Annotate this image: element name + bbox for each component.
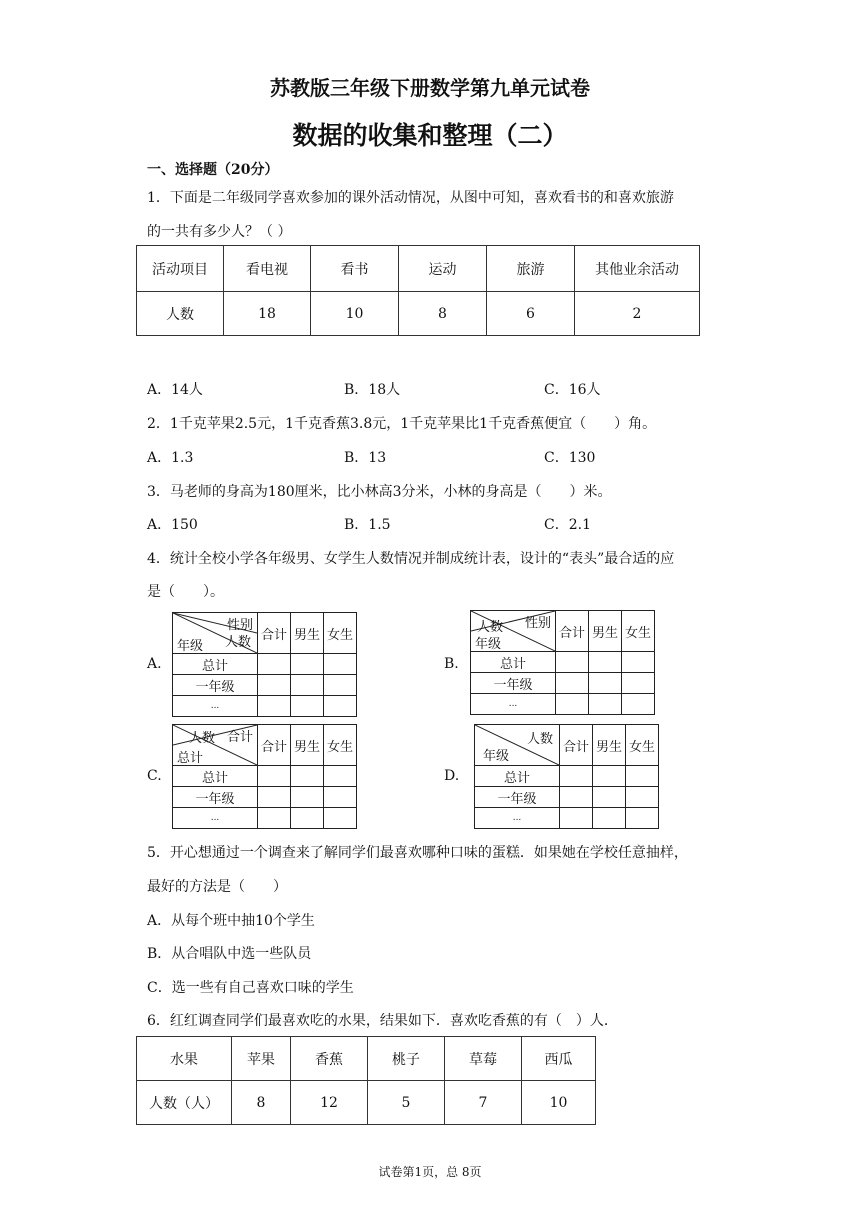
q5-text-line2: 最好的方法是（ ）: [147, 879, 287, 895]
col-header: 合计: [258, 613, 291, 654]
row-label: ...: [475, 808, 560, 829]
col-header: 女生: [324, 725, 357, 766]
q4-option-b-label[interactable]: B.: [444, 656, 459, 672]
col-header: 女生: [324, 613, 357, 654]
table-cell: 10: [522, 1081, 596, 1125]
table-header-cell: 西瓜: [522, 1037, 596, 1081]
q3-text: 3．马老师的身高为180厘米，比小林高3分米，小林的身高是（ ）米。: [147, 484, 612, 500]
row-label: ...: [173, 696, 258, 717]
q2-text: 2．1千克苹果2.5元，1千克香蕉3.8元，1千克苹果比1千克香蕉便宜（ ）角。: [147, 416, 657, 432]
row-label: ...: [471, 694, 556, 715]
table-cell: 7: [445, 1081, 522, 1125]
col-header: 女生: [622, 611, 655, 652]
q4-option-a-table[interactable]: [172, 612, 357, 717]
diagonal-header-cell: [475, 725, 560, 766]
table-header-cell: 看书: [311, 246, 399, 292]
header-label: 合计: [226, 730, 253, 745]
col-header: 男生: [291, 725, 324, 766]
row-label: 总计: [475, 766, 560, 787]
q6-text: 6．红红调查同学们最喜欢吃的水果，结果如下．喜欢吃香蕉的有（ ）人．: [147, 1013, 618, 1029]
row-label: 一年级: [471, 673, 556, 694]
q4-text-line1: 4．统计全校小学各年级男、女学生人数情况并制成统计表，设计的“表头”最合适的应: [147, 551, 675, 567]
header-label: 年级: [483, 749, 510, 764]
header-label: 年级: [177, 639, 204, 654]
table-cell: 人数（人）: [137, 1081, 232, 1125]
table-cell: 10: [311, 292, 399, 336]
q4-option-c-table[interactable]: [172, 724, 357, 829]
header-label: 性别: [226, 618, 253, 633]
table-header-cell: 看电视: [224, 246, 311, 292]
q1-activity-table: [136, 245, 700, 336]
table-header-cell: 运动: [399, 246, 487, 292]
q1-text-line1: 1．下面是二年级同学喜欢参加的课外活动情况，从图中可知，喜欢看书的和喜欢旅游: [147, 190, 674, 206]
col-header: 男生: [589, 611, 622, 652]
header-label: 总计: [177, 751, 204, 766]
q2-option-c[interactable]: C．130: [544, 450, 596, 466]
q4-option-c-label[interactable]: C.: [147, 768, 162, 784]
header-label: 性别: [524, 616, 551, 631]
table-header-cell: 桃子: [368, 1037, 445, 1081]
q2-option-a[interactable]: A．1.3: [147, 450, 194, 466]
table-header-cell: 苹果: [232, 1037, 291, 1081]
q4-option-d-table[interactable]: [474, 724, 659, 829]
col-header: 合计: [560, 725, 593, 766]
q4-text-line2: 是（ ）。: [147, 584, 224, 600]
header-label: 人数: [189, 731, 216, 746]
section-heading: 一、选择题（20分）: [147, 162, 279, 178]
table-cell: 5: [368, 1081, 445, 1125]
table-cell: 6: [487, 292, 575, 336]
header-label: 人数: [526, 732, 553, 747]
q5-text-line1: 5．开心想通过一个调查来了解同学们最喜欢哪种口味的蛋糕．如果她在学校任意抽样，: [147, 845, 688, 861]
header-label: 人数: [224, 635, 251, 650]
q2-option-b[interactable]: B．13: [344, 450, 387, 466]
table-header-cell: 水果: [137, 1037, 232, 1081]
row-label: ...: [173, 808, 258, 829]
table-header-cell: 活动项目: [137, 246, 224, 292]
row-label: 总计: [173, 654, 258, 675]
col-header: 女生: [626, 725, 659, 766]
q4-option-b-table[interactable]: [470, 610, 655, 715]
q6-fruit-table: [136, 1036, 596, 1125]
table-header-cell: 香蕉: [291, 1037, 368, 1081]
row-label: 总计: [471, 652, 556, 673]
header-label: 年级: [475, 637, 502, 652]
row-label: 一年级: [173, 787, 258, 808]
exam-title: 苏教版三年级下册数学第九单元试卷: [270, 76, 590, 100]
q5-option-b[interactable]: B．从合唱队中选一些队员: [147, 946, 312, 962]
table-header-cell: 旅游: [487, 246, 575, 292]
row-label: 一年级: [475, 787, 560, 808]
q1-option-c[interactable]: C．16人: [544, 382, 601, 398]
q3-option-c[interactable]: C．2.1: [544, 517, 591, 533]
row-label: 总计: [173, 766, 258, 787]
table-cell: 8: [232, 1081, 291, 1125]
q5-option-a[interactable]: A．从每个班中抽10个学生: [147, 913, 315, 929]
col-header: 男生: [291, 613, 324, 654]
table-cell: 8: [399, 292, 487, 336]
table-cell: 2: [575, 292, 700, 336]
q3-option-b[interactable]: B．1.5: [344, 517, 391, 533]
q1-option-a[interactable]: A．14人: [147, 382, 203, 398]
q4-option-d-label[interactable]: D.: [444, 768, 460, 784]
table-cell: 12: [291, 1081, 368, 1125]
table-cell: 人数: [137, 292, 224, 336]
page-footer: 试卷第1页，总 8页: [378, 1165, 482, 1179]
q1-option-b[interactable]: B．18人: [344, 382, 401, 398]
diagonal-header-cell: [173, 613, 258, 654]
q3-option-a[interactable]: A．150: [147, 517, 198, 533]
header-label: 人数: [477, 620, 504, 635]
col-header: 男生: [593, 725, 626, 766]
diagonal-header-cell: [471, 611, 556, 652]
col-header: 合计: [556, 611, 589, 652]
q4-option-a-label[interactable]: A.: [147, 656, 162, 672]
table-header-cell: 其他业余活动: [575, 246, 700, 292]
q1-text-line2: 的一共有多少人？（ ）: [147, 224, 292, 240]
exam-subtitle: 数据的收集和整理（二）: [292, 121, 568, 150]
table-cell: 18: [224, 292, 311, 336]
row-label: 一年级: [173, 675, 258, 696]
diagonal-header-cell: [173, 725, 258, 766]
col-header: 合计: [258, 725, 291, 766]
q5-option-c[interactable]: C．选一些有自己喜欢口味的学生: [147, 980, 354, 996]
table-header-cell: 草莓: [445, 1037, 522, 1081]
